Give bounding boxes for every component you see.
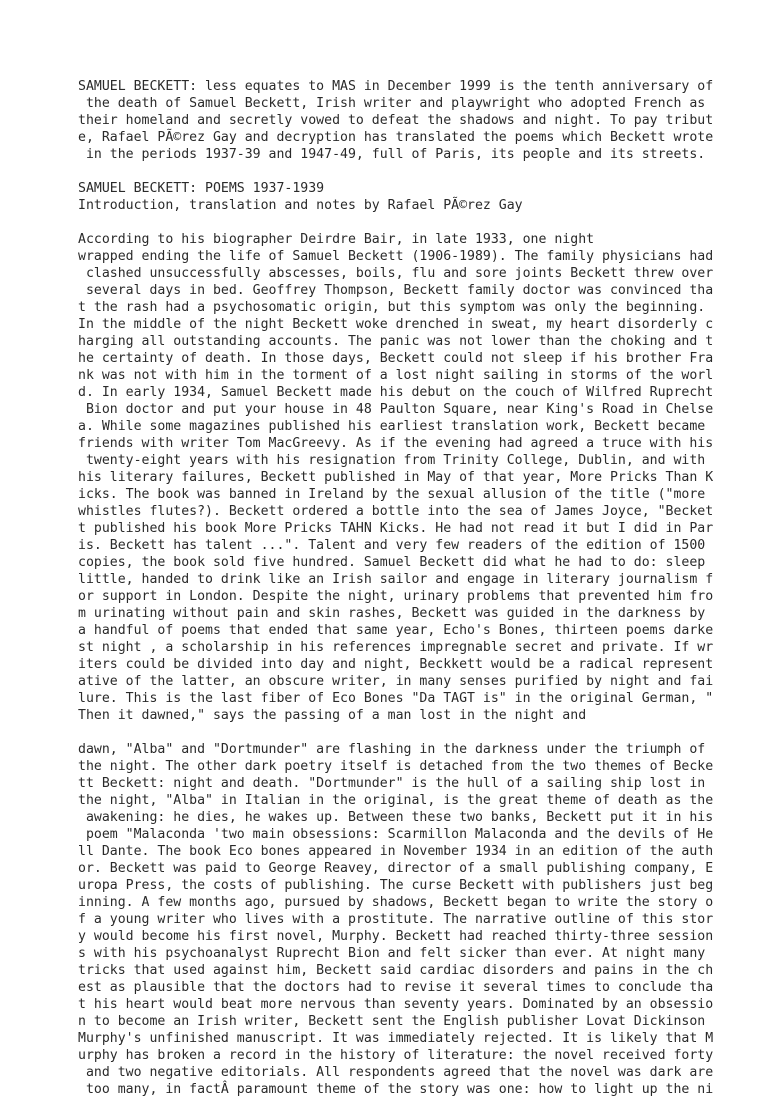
text-line: or. Beckett was paid to George Reavey, director of a small publishing company, E — [78, 861, 714, 876]
text-line: the death of Samuel Beckett, Irish writer and playwright who adopted French as — [78, 96, 706, 111]
text-line: lure. This is the last fiber of Eco Bones "Da TAGT is" in the original German, " — [78, 691, 714, 706]
text-line: nk was not with him in the torment of a lost night sailing in storms of the worl — [78, 368, 714, 383]
text-line: tt Beckett: night and death. "Dortmunder" is the hull of a sailing ship lost in — [78, 776, 706, 791]
text-line: ative of the latter, an obscure writer, in many senses purified by night and fai — [78, 674, 714, 689]
text-line: too many, in factÂ paramount theme of the story was one: how to light up the ni — [78, 1082, 714, 1097]
text-line: wrapped ending the life of Samuel Beckett (1906-1989). The family physicians had — [78, 249, 714, 264]
text-line: n to become an Irish writer, Beckett sent the English publisher Lovat Dickinson — [78, 1014, 706, 1029]
text-line: is. Beckett has talent ...". Talent and very few readers of the edition of 1500 — [78, 538, 706, 553]
text-line: iters could be divided into day and night, Beckkett would be a radical represent — [78, 657, 714, 672]
text-line: t the rash had a psychosomatic origin, but this symptom was only the beginning. — [78, 300, 706, 315]
text-line: SAMUEL BECKETT: less equates to MAS in December 1999 is the tenth anniversary of — [78, 79, 714, 94]
text-line: several days in bed. Geoffrey Thompson, Beckett family doctor was convinced tha — [78, 283, 714, 298]
text-line: e, Rafael PÃ©rez Gay and decryption has translated the poems which Beckett wrote — [78, 130, 714, 145]
text-line: or support in London. Despite the night, urinary problems that prevented him fro — [78, 589, 714, 604]
text-line: twenty-eight years with his resignation from Trinity College, Dublin, and with — [78, 453, 706, 468]
text-line: and two negative editorials. All respondents agreed that the novel was dark are — [78, 1065, 714, 1080]
text-line: harging all outstanding accounts. The panic was not lower than the choking and t — [78, 334, 714, 349]
text-line: his literary failures, Beckett published in May of that year, More Pricks Than K — [78, 470, 714, 485]
dawn-paragraph — [78, 741, 768, 1098]
text-line: friends with writer Tom MacGreevy. As if the evening had agreed a truce with his — [78, 436, 714, 451]
text-line: awakening: he dies, he wakes up. Between these two banks, Beckett put it in his — [78, 810, 714, 825]
text-line: he certainty of death. In those days, Beckett could not sleep if his brother Fra — [78, 351, 714, 366]
text-line: inning. A few months ago, pursued by shadows, Beckett began to write the story o — [78, 895, 714, 910]
text-line: icks. The book was banned in Ireland by the sexual allusion of the title ("more — [78, 487, 706, 502]
biography-paragraph — [78, 231, 768, 724]
text-line: According to his biographer Deirdre Bair, in late 1933, one night — [78, 232, 595, 247]
text-line: est as plausible that the doctors had to revise it several times to conclude tha — [78, 980, 714, 995]
text-line: in the periods 1937-39 and 1947-49, full of Paris, its people and its streets. — [78, 147, 706, 162]
text-line: s with his psychoanalyst Ruprecht Bion and felt sicker than ever. At night many — [78, 946, 706, 961]
text-line: Introduction, translation and notes by Rafael PÃ©rez Gay — [78, 198, 523, 213]
text-line: ll Dante. The book Eco bones appeared in November 1934 in an edition of the auth — [78, 844, 714, 859]
text-line: Bion doctor and put your house in 48 Paulton Square, near King's Road in Chelse — [78, 402, 714, 417]
text-line: t published his book More Pricks TAHN Kicks. He had not read it but I did in Par — [78, 521, 714, 536]
text-line: Murphy's unfinished manuscript. It was immediately rejected. It is likely that M — [78, 1031, 714, 1046]
text-line: clashed unsuccessfully abscesses, boils, flu and sore joints Beckett threw over — [78, 266, 714, 281]
text-line: the night, "Alba" in Italian in the original, is the great theme of death as the — [78, 793, 714, 808]
text-line: dawn, "Alba" and "Dortmunder" are flashing in the darkness under the triumph of — [78, 742, 706, 757]
text-line: poem "Malaconda 'two main obsessions: Scarmillon Malaconda and the devils of He — [78, 827, 714, 842]
poems-heading-block — [78, 180, 768, 214]
text-line: t his heart would beat more nervous than seventy years. Dominated by an obsessio — [78, 997, 714, 1012]
text-line: SAMUEL BECKETT: POEMS 1937-1939 — [78, 181, 325, 196]
text-line: uropa Press, the costs of publishing. The curse Beckett with publishers just beg — [78, 878, 714, 893]
text-line: y would become his first novel, Murphy. Beckett had reached thirty-three session — [78, 929, 714, 944]
text-line: their homeland and secretly vowed to defeat the shadows and night. To pay tribut — [78, 113, 714, 128]
text-line: whistles flutes?). Beckett ordered a bottle into the sea of James Joyce, "Becket — [78, 504, 714, 519]
text-line: m urinating without pain and skin rashes, Beckett was guided in the darkness by — [78, 606, 706, 621]
text-line: a handful of poems that ended that same year, Echo's Bones, thirteen poems darke — [78, 623, 714, 638]
intro-paragraph — [78, 78, 768, 163]
document-page — [78, 78, 768, 1115]
text-line: a. While some magazines published his earliest translation work, Beckett became — [78, 419, 706, 434]
text-line: f a young writer who lives with a prostitute. The narrative outline of this stor — [78, 912, 714, 927]
text-line: tricks that used against him, Beckett said cardiac disorders and pains in the ch — [78, 963, 714, 978]
text-line: d. In early 1934, Samuel Beckett made his debut on the couch of Wilfred Ruprecht — [78, 385, 714, 400]
text-line: the night. The other dark poetry itself is detached from the two themes of Becke — [78, 759, 714, 774]
text-line: copies, the book sold five hundred. Samuel Beckett did what he had to do: sleep — [78, 555, 706, 570]
text-line: little, handed to drink like an Irish sailor and engage in literary journalism f — [78, 572, 714, 587]
text-line: Then it dawned," says the passing of a man lost in the night and — [78, 708, 587, 723]
text-line: urphy has broken a record in the history of literature: the novel received forty — [78, 1048, 714, 1063]
text-line: In the middle of the night Beckett woke drenched in sweat, my heart disorderly c — [78, 317, 714, 332]
text-line: st night , a scholarship in his references impregnable secret and private. If wr — [78, 640, 714, 655]
